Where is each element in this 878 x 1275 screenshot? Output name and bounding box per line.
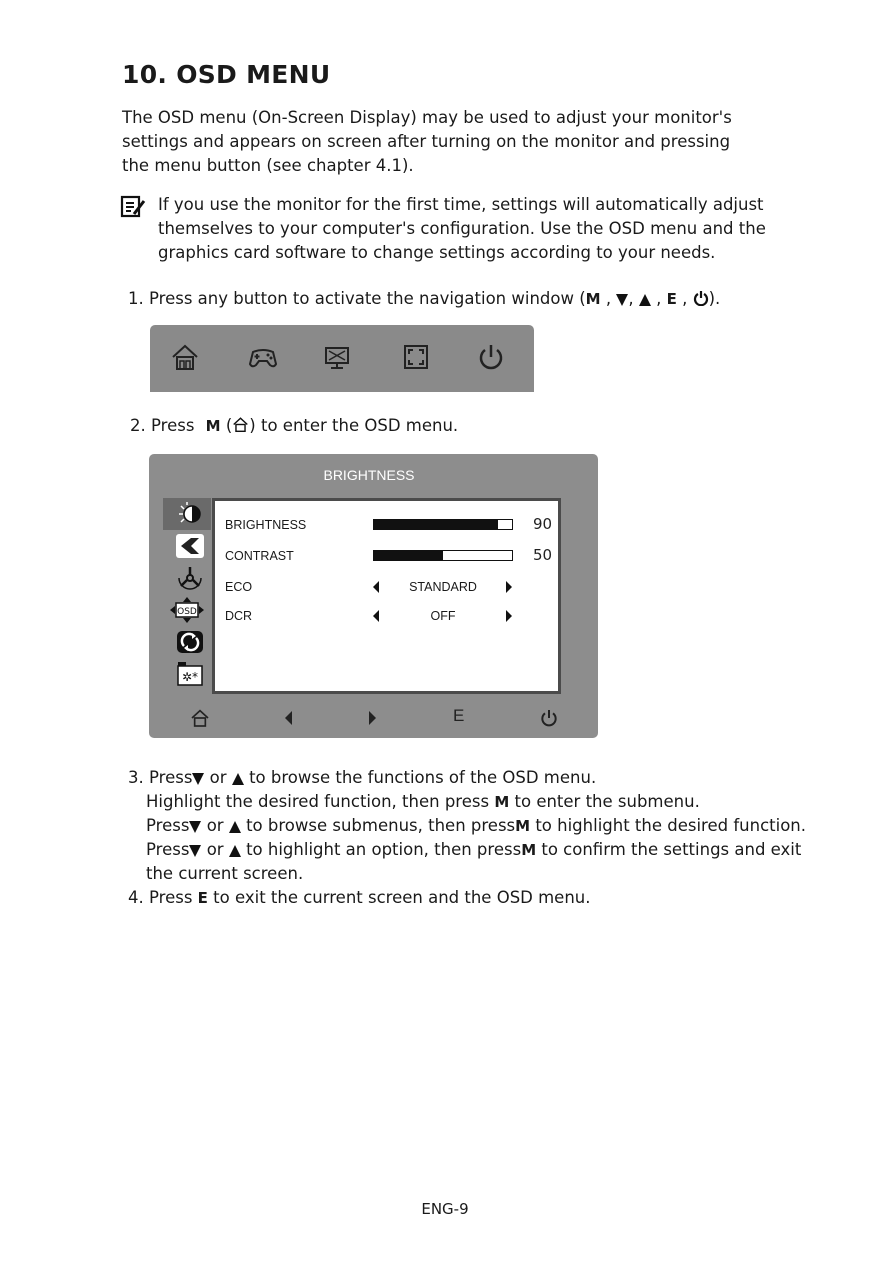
step-3-line-5: the current screen.: [146, 864, 304, 883]
right-arrow-icon[interactable]: [369, 711, 376, 725]
step-4-text: 4. Press: [128, 888, 193, 907]
brightness-icon: [175, 500, 205, 528]
step-3-line-2: [146, 790, 700, 814]
step-3-line-3: [146, 814, 806, 838]
reset-icon: [175, 628, 205, 656]
color-temp-icon: [175, 564, 205, 592]
contrast-label: CONTRAST: [225, 549, 294, 563]
note-text: If you use the monitor for the first time, settings will automatically adjust themselves to your computer's configuration. Use the OSD menu and the graphics card software to change settings according to your needs.: [158, 195, 766, 262]
page-number: ENG-9: [421, 1200, 469, 1218]
osd-setup-icon: [169, 596, 205, 624]
step-2: 2. Press M ( ) to enter the OSD menu.: [130, 416, 459, 435]
dcr-label: DCR: [225, 609, 253, 623]
intro-paragraph: The OSD menu (On-Screen Display) may be used to adjust your monitor's settings and appears on screen after turning on the monitor and pressing the menu button (see chapter 4.1).: [122, 108, 732, 175]
m-key: M: [515, 817, 531, 835]
home-icon[interactable]: [190, 708, 210, 728]
step-3d-text: Press: [146, 840, 190, 859]
step-2-end: ) to enter the OSD menu.: [249, 416, 459, 435]
step-3d-mid: to highlight an option, then press: [246, 840, 522, 859]
power-icon[interactable]: [539, 708, 559, 728]
contrast-value: 50: [533, 546, 553, 564]
up-arrow-icon: [232, 773, 244, 785]
step-3c-text: Press: [146, 816, 190, 835]
step-3-end: to browse the functions of the OSD menu.: [249, 768, 597, 787]
home-icon[interactable]: [170, 342, 200, 372]
contrast-bar[interactable]: [373, 550, 513, 561]
e-key: E: [197, 889, 208, 907]
osd-sidebar: [149, 498, 212, 694]
power-icon[interactable]: [476, 342, 506, 372]
image-setup-icon: [175, 532, 205, 560]
step-3c-mid: to browse submenus, then press: [246, 816, 516, 835]
sidebar-item-image[interactable]: [163, 530, 211, 562]
or-text: or: [206, 840, 224, 859]
sidebar-item-misc[interactable]: [163, 658, 211, 690]
gamepad-icon[interactable]: [248, 342, 278, 372]
sidebar-item-reset[interactable]: [163, 626, 211, 658]
step-1-text: 1. Press any button to activate the navigation window (: [128, 289, 586, 308]
down-arrow-icon: [192, 773, 204, 785]
step-4: [128, 886, 591, 910]
osd-bottom-bar: [149, 698, 598, 738]
left-arrow-icon[interactable]: [285, 711, 292, 725]
brightness-bar[interactable]: [373, 519, 513, 530]
up-arrow-icon: [639, 294, 651, 306]
m-key: M: [521, 841, 537, 859]
up-arrow-icon: [229, 821, 241, 833]
or-text: or: [206, 816, 224, 835]
exit-e-button[interactable]: E: [453, 706, 465, 725]
step-3b-text: Highlight the desired function, then press: [146, 792, 490, 811]
brightness-label: BRIGHTNESS: [225, 518, 307, 532]
sidebar-item-osd-setup[interactable]: [163, 594, 211, 626]
dcr-value: OFF: [430, 609, 456, 623]
down-arrow-icon: [616, 294, 628, 306]
sidebar-item-brightness[interactable]: [163, 498, 211, 530]
osd-header: BRIGHTNESS: [323, 467, 415, 483]
brightness-value: 90: [533, 515, 553, 533]
misc-settings-icon: [175, 660, 205, 688]
up-arrow-icon: [229, 845, 241, 857]
power-icon: [693, 290, 709, 306]
step-3-line-4: [146, 838, 801, 862]
m-key: M: [205, 417, 221, 435]
step-3-text: 3. Press: [128, 768, 193, 787]
step-3d-end: to confirm the settings and exit: [541, 840, 802, 859]
eco-right-arrow-icon[interactable]: [506, 581, 512, 593]
contrast-bar-fill: [374, 551, 443, 560]
svg-text:✲*: ✲*: [181, 670, 199, 684]
step-1-end: ).: [708, 289, 721, 308]
brightness-bar-fill: [374, 520, 498, 529]
sidebar-item-color[interactable]: [163, 562, 211, 594]
or-text: or: [209, 768, 227, 787]
step-2-text: 2. Press: [130, 416, 195, 435]
step-3-line-1: [128, 766, 596, 790]
home-icon: [232, 416, 249, 433]
step-4-end: to exit the current screen and the OSD menu.: [213, 888, 591, 907]
monitor-icon[interactable]: [322, 342, 352, 372]
page-title: 10. OSD MENU: [122, 60, 331, 89]
down-arrow-icon: [189, 845, 201, 857]
eco-label: ECO: [225, 580, 253, 594]
down-arrow-icon: [189, 821, 201, 833]
dcr-right-arrow-icon[interactable]: [506, 610, 512, 622]
osd-content-panel: [212, 498, 561, 694]
e-key: E: [666, 290, 677, 308]
m-key: M: [585, 290, 601, 308]
osd-menu: [149, 454, 598, 738]
m-key: M: [494, 793, 510, 811]
step-3b-end: to enter the submenu.: [514, 792, 700, 811]
fullscreen-icon[interactable]: [401, 342, 431, 372]
step-3c-end: to highlight the desired function.: [535, 816, 806, 835]
eco-value: STANDARD: [409, 580, 477, 594]
note-icon: [120, 195, 146, 219]
step-1: 1. Press any button to activate the navigation window (M , , , E , ).: [128, 289, 721, 308]
svg-text:OSD: OSD: [177, 607, 197, 617]
navigation-window: [150, 325, 534, 392]
